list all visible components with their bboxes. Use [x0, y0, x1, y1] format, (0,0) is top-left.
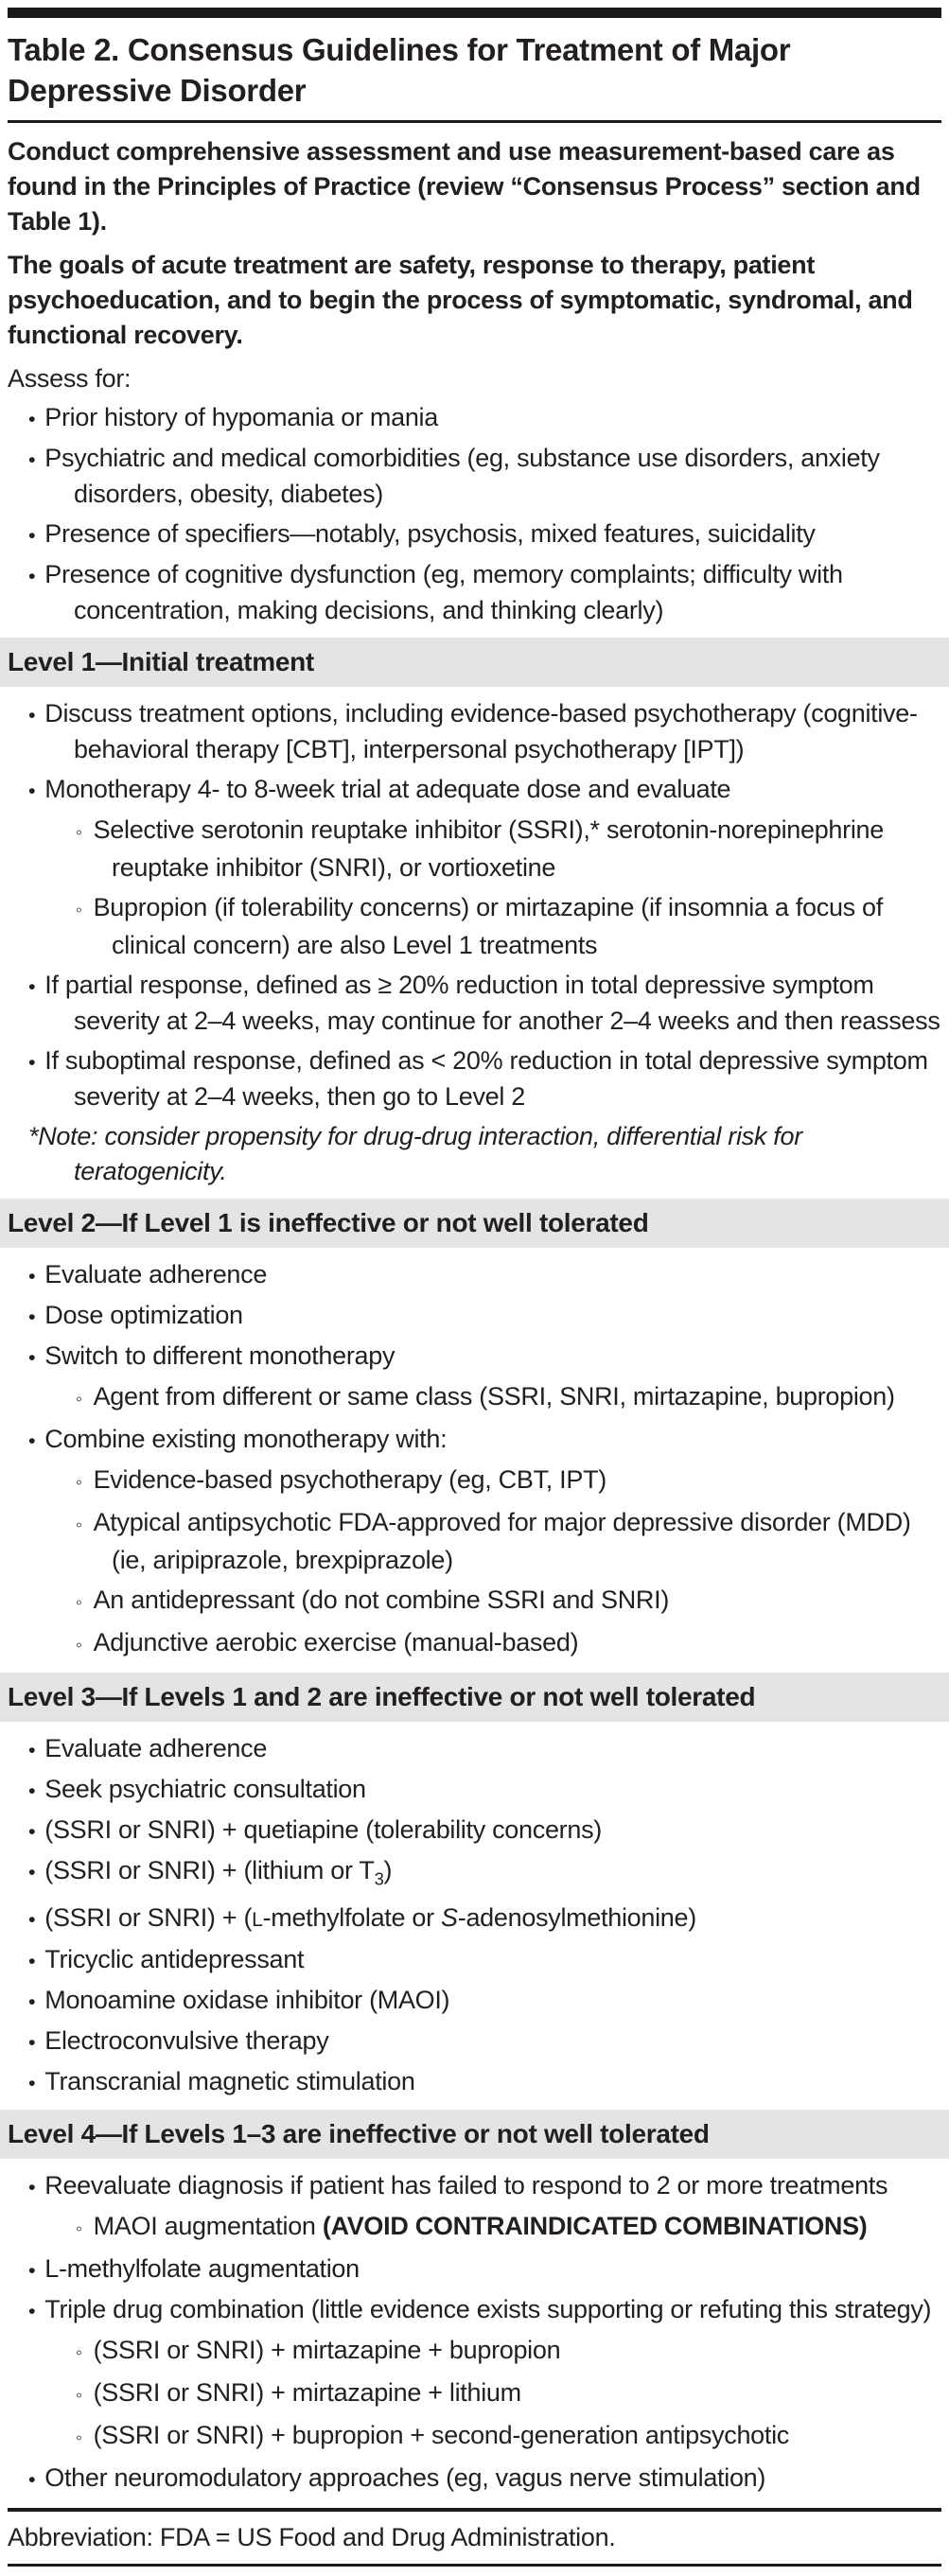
item-text: Triple drug combination (little evidence exists supporting or refuting this strategy) [44, 2295, 932, 2324]
item-text: L-methylfolate augmentation [44, 2254, 360, 2284]
item-text: An antidepressant (do not combine SSRI and SNRI) [93, 1586, 670, 1614]
item-text: Adjunctive aerobic exercise (manual-based) [93, 1628, 579, 1656]
list-item [8, 2252, 941, 2287]
sub-list-item [8, 1379, 941, 1417]
list-item [8, 557, 941, 628]
bullet-icon: • [28, 1428, 36, 1452]
item-text: Psychiatric and medical comorbidities (eg, substance use disorders, anxiety disorders, obesity, diabetes) [44, 444, 880, 508]
item-text: Conduct comprehensive assessment and use measurement-based care as found in the Principles of Practice (review “Consensus Process” section and Table 1). [8, 137, 921, 236]
abbreviation-note-block [8, 2508, 941, 2567]
item-text: If partial response, defined as ≥ 20% reduction in total depressive symptom severity at 2–4 weeks, may continue for another 2–4 weeks and then reassess [44, 971, 940, 1035]
bullet-icon: • [28, 1907, 36, 1932]
item-text: (SSRI or SNRI) + mirtazapine + lithium [93, 2378, 521, 2408]
item-text: Seek psychiatric consultation [44, 1775, 366, 1803]
list-item [8, 517, 941, 552]
list-item [8, 968, 941, 1039]
bullet-icon: • [28, 1738, 36, 1761]
item-text: Dose optimization [44, 1301, 243, 1329]
list-item [8, 772, 941, 808]
item-text: Evaluate adherence [44, 1260, 268, 1288]
bullet-icon: • [28, 407, 36, 430]
bullet-icon: • [28, 2030, 36, 2055]
bullet-icon: • [28, 523, 36, 547]
section-heading-level-4: Level 4—If Levels 1–3 are ineffective or not well tolerated [0, 2110, 949, 2159]
item-text: *Note: consider propensity for drug-drug interaction, differential risk for teratogenicity. [28, 1122, 802, 1185]
item-text: Presence of specifiers—notably, psychosis, mixed features, suicidality [44, 519, 816, 548]
abbreviation-note: Abbreviation: FDA = US Food and Drug Administration. [8, 2523, 616, 2552]
sub-list-item [8, 2333, 941, 2371]
bullet-icon: • [28, 1860, 36, 1884]
list-item [8, 1422, 941, 1458]
bullet-icon: • [28, 2467, 36, 2492]
item-text: Bupropion (if tolerability concerns) or mirtazapine (if insomnia a focus of clinical concern) are also Level 1 treatments [93, 893, 883, 959]
list-item [8, 1339, 941, 1375]
item-text: MAOI augmentation (AVOID CONTRAINDICATED COMBINATIONS) [93, 2212, 868, 2241]
sub-list-item [8, 2418, 941, 2456]
open-circle-bullet-icon: ◦ [76, 822, 82, 843]
list-item [8, 1257, 941, 1293]
bullet-icon: • [28, 2175, 36, 2199]
item-text: Monotherapy 4- to 8-week trial at adequate dose and evaluate [44, 775, 731, 803]
open-circle-bullet-icon: ◦ [76, 1472, 82, 1493]
list-item [8, 400, 941, 436]
paragraph [8, 248, 941, 353]
note-item [8, 1119, 941, 1189]
list-item [8, 2064, 941, 2100]
list-item [8, 2168, 941, 2204]
open-circle-bullet-icon: ◦ [76, 900, 82, 920]
item-text: Discuss treatment options, including evidence-based psychotherapy (cognitive-behavioral therapy [CBT], interpersonal psychotherapy [IPT]) [44, 699, 918, 763]
item-text: The goals of acute treatment are safety, response to therapy, patient psychoeducation, and to begin the process of symptomatic, syndromal, and functional recovery. [8, 251, 913, 349]
bullet-icon: • [28, 2258, 36, 2283]
list-item [8, 1901, 941, 1937]
item-text: Other neuromodulatory approaches (eg, vagus nerve stimulation) [44, 2463, 766, 2493]
item-text: If suboptimal response, defined as < 20% reduction in total depressive symptom severity at 2–4 weeks, then go to Level 2 [44, 1046, 928, 1111]
open-circle-bullet-icon: ◦ [76, 1389, 82, 1410]
sub-list-item [8, 1505, 941, 1578]
item-text: Monoamine oxidase inhibitor (MAOI) [44, 1986, 450, 2015]
bullet-icon: • [28, 1989, 36, 2014]
bullet-icon: • [28, 974, 36, 998]
item-text: Electroconvulsive therapy [44, 2026, 329, 2056]
title-rule [8, 120, 941, 123]
list-item [8, 1772, 941, 1808]
sub-list-item [8, 1625, 941, 1663]
bullet-icon: • [28, 1345, 36, 1369]
bullet-icon: • [28, 2071, 36, 2095]
list-item [8, 1853, 941, 1896]
list-item [8, 1731, 941, 1767]
paragraph [8, 361, 941, 396]
section-level-4 [8, 2110, 941, 2497]
list-item [8, 2292, 941, 2328]
list-item [8, 1813, 941, 1849]
item-text: Tricyclic antidepressant [44, 1945, 305, 1974]
bullet-icon: • [28, 1819, 36, 1843]
table-container [0, 8, 949, 2567]
item-text: Switch to different monotherapy [44, 1341, 395, 1370]
item-text: Transcranial magnetic stimulation [44, 2067, 415, 2096]
item-text: (SSRI or SNRI) + (L-methylfolate or S-adenosylmethionine) [44, 1903, 696, 1933]
bullet-icon: • [28, 779, 36, 802]
bullet-icon: • [28, 1779, 36, 1802]
section-level-1 [8, 638, 941, 1189]
list-item [8, 696, 941, 767]
item-text: Agent from different or same class (SSRI, SNRI, mirtazapine, bupropion) [93, 1382, 895, 1411]
table-top-border [8, 8, 941, 18]
open-circle-bullet-icon: ◦ [76, 2342, 82, 2364]
item-text: (SSRI or SNRI) + (lithium or $T_3$) [44, 1856, 393, 1889]
bullet-icon: • [28, 2299, 36, 2323]
list-item [8, 1043, 941, 1114]
open-circle-bullet-icon: ◦ [76, 2385, 82, 2407]
item-text: Presence of cognitive dysfunction (eg, memory complaints; difficulty with concentration, making decisions, and thinking clearly) [44, 560, 843, 624]
open-circle-bullet-icon: ◦ [76, 1515, 82, 1535]
sub-list-item [8, 1583, 941, 1621]
list-item [8, 2024, 941, 2059]
list-item [8, 441, 941, 512]
item-text: Prior history of hypomania or mania [44, 403, 438, 431]
section-heading-level-3: Level 3—If Levels 1 and 2 are ineffective or not well tolerated [0, 1673, 949, 1722]
open-circle-bullet-icon: ◦ [76, 2218, 82, 2240]
sub-list-item [8, 1463, 941, 1500]
bullet-icon: • [28, 447, 36, 471]
list-item [8, 2461, 941, 2497]
table-title: Table 2. Consensus Guidelines for Treatment of Major Depressive Disorder [8, 32, 791, 108]
bullet-icon: • [28, 703, 36, 727]
sub-list-item [8, 813, 941, 885]
bullet-icon: • [28, 1305, 36, 1328]
item-text: (SSRI or SNRI) + quetiapine (tolerability concerns) [44, 1815, 602, 1844]
bullet-icon: • [28, 564, 36, 587]
item-text: Assess for: [8, 364, 132, 393]
bullet-icon: • [28, 1264, 36, 1288]
section-heading-level-2: Level 2—If Level 1 is ineffective or not well tolerated [0, 1199, 949, 1248]
list-item [8, 1983, 941, 2019]
bullet-icon: • [28, 1050, 36, 1074]
item-text: Evaluate adherence [44, 1734, 268, 1762]
sub-list-item [8, 2375, 941, 2413]
sub-list-item [8, 890, 941, 963]
item-text: Selective serotonin reuptake inhibitor (SSRI),* serotonin-norepinephrine reuptake inhibitor (SNRI), or vortioxetine [93, 815, 884, 882]
section-level-2 [8, 1199, 941, 1663]
paragraph [8, 134, 941, 239]
item-text: (SSRI or SNRI) + bupropion + second-generation antipsychotic [93, 2421, 789, 2450]
item-text: Combine existing monotherapy with: [44, 1425, 448, 1453]
item-text: Atypical antipsychotic FDA-approved for major depressive disorder (MDD) (ie, aripiprazole, brexpiprazole) [93, 1508, 911, 1574]
item-text: Evidence-based psychotherapy (eg, CBT, IPT) [93, 1465, 606, 1494]
item-text: (SSRI or SNRI) + mirtazapine + bupropion [93, 2336, 561, 2365]
section-level-3 [8, 1673, 941, 2100]
open-circle-bullet-icon: ◦ [76, 1592, 82, 1613]
item-text: Reevaluate diagnosis if patient has failed to respond to 2 or more treatments [44, 2171, 888, 2200]
section-heading-level-1: Level 1—Initial treatment [0, 638, 949, 687]
table-body [8, 134, 941, 2497]
open-circle-bullet-icon: ◦ [76, 2427, 82, 2449]
sub-list-item [8, 2209, 941, 2247]
bullet-icon: • [28, 1949, 36, 1973]
list-item [8, 1942, 941, 1978]
list-item [8, 1298, 941, 1334]
open-circle-bullet-icon: ◦ [76, 1635, 82, 1656]
